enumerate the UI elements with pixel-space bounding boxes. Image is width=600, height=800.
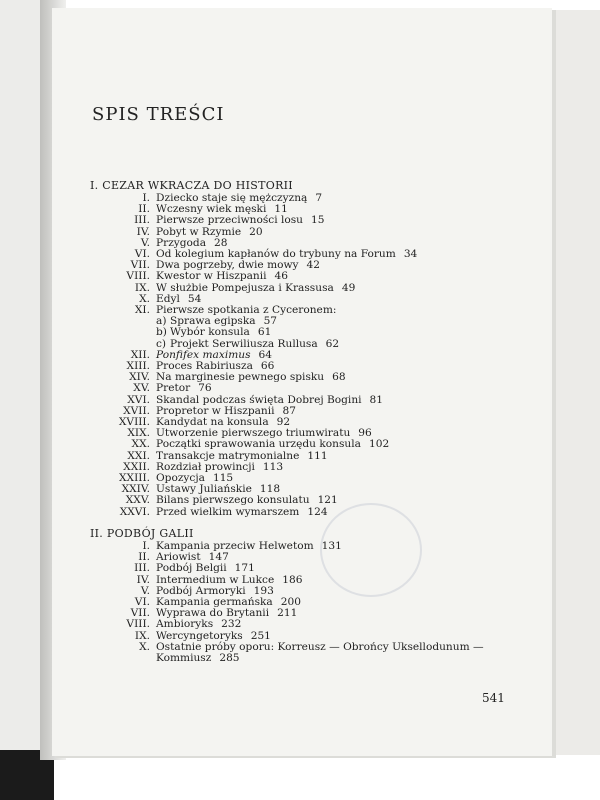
chapter-title: Propretor w Hiszpanii 87 — [156, 404, 297, 417]
toc-entry-continuation: Kommiusz 285 — [156, 651, 240, 664]
chapter-number: V. — [140, 584, 150, 597]
chapter-number: XIX. — [127, 427, 150, 440]
chapter-title: Utworzenie pierwszego triumwiratu 96 — [156, 427, 372, 440]
chapter-page: 49 — [341, 281, 356, 294]
chapter-page: 42 — [306, 259, 321, 272]
chapter-title: Pobyt w Rzymie 20 — [156, 225, 263, 238]
chapter-page: 81 — [369, 393, 384, 406]
chapter-page: 92 — [276, 416, 291, 429]
section-title: II. PODBÓJ GALII — [90, 526, 194, 540]
chapter-number: I. — [142, 539, 150, 552]
chapter-number: XXIV. — [121, 483, 150, 496]
chapter-title: Ustawy Juliańskie 118 — [156, 483, 281, 496]
chapter-page: 147 — [208, 551, 229, 564]
subentry-label: a) — [156, 315, 167, 328]
chapter-page: 118 — [259, 483, 281, 496]
toc-section — [90, 528, 530, 664]
chapter-number: XVIII. — [118, 416, 150, 429]
chapter-number: XI. — [134, 304, 150, 317]
subentry-page: 57 — [263, 315, 278, 328]
page-title: SPIS TREŚCI — [92, 104, 225, 125]
chapter-number: XIV. — [129, 371, 150, 384]
chapter-page: 200 — [280, 595, 301, 608]
chapter-page: 64 — [258, 348, 273, 361]
chapter-page: 15 — [311, 214, 325, 227]
chapter-page: 102 — [368, 438, 390, 451]
chapter-page: 113 — [262, 460, 284, 473]
chapter-number: VIII. — [126, 270, 150, 283]
chapter-number: II. — [138, 203, 150, 216]
chapter-number: VII. — [130, 259, 150, 272]
chapter-page: 68 — [332, 371, 346, 384]
chapter-page: 76 — [198, 382, 212, 395]
chapter-title: Pierwsze przeciwności losu 15 — [156, 214, 325, 227]
subentry-label: b) — [156, 326, 167, 339]
chapter-title: Wczesny wiek męski 11 — [156, 203, 288, 216]
table-of-contents — [90, 180, 530, 664]
chapter-page: 171 — [234, 562, 255, 575]
subentry-title: Sprawa egipska — [170, 315, 256, 328]
chapter-title: Dziecko staje się mężczyzną 7 — [156, 192, 323, 204]
chapter-title: Przed wielkim wymarszem 124 — [156, 505, 328, 518]
chapter-number: XXIII. — [118, 472, 150, 485]
chapter-title: Pretor 76 — [156, 382, 212, 395]
chapter-number: VII. — [130, 607, 150, 620]
chapter-page: 124 — [307, 505, 328, 518]
chapter-number: V. — [140, 236, 150, 249]
chapter-title: Proces Rabiriusza 66 — [156, 360, 275, 373]
chapter-page: 28 — [214, 236, 228, 249]
chapter-number: VI. — [134, 595, 150, 608]
toc-entry — [90, 507, 530, 518]
toc-subentry — [90, 327, 530, 338]
chapter-title: Wercyngetoryks 251 — [156, 629, 271, 642]
chapter-title: Skandal podczas święta Dobrej Bogini 81 — [156, 393, 384, 406]
chapter-number: IV. — [136, 573, 150, 586]
subentry-title: Projekt Serwiliusza Rullusa — [170, 337, 318, 350]
chapter-title: Opozycja 115 — [156, 472, 234, 485]
chapter-page: 20 — [249, 225, 263, 238]
chapter-title: Rozdział prowincji 113 — [156, 460, 284, 473]
chapter-number: XXII. — [123, 460, 150, 473]
chapter-number: XIII. — [126, 360, 150, 373]
chapter-title: Podbój Armoryki 193 — [156, 584, 274, 597]
chapter-page: 115 — [212, 472, 234, 485]
chapter-number: III. — [134, 562, 150, 575]
chapter-title: Przygoda 28 — [156, 236, 228, 249]
chapter-number: XVI. — [127, 393, 150, 406]
chapter-page: 232 — [221, 618, 242, 631]
chapter-number: IX. — [134, 629, 150, 642]
chapter-title: Pierwsze spotkania z Cyceronem: — [156, 304, 337, 317]
chapter-title: Kampania przeciw Helwetom 131 — [156, 539, 342, 552]
chapter-number: IV. — [136, 225, 150, 238]
chapter-page: 66 — [260, 360, 275, 373]
chapter-number: XXI. — [127, 449, 150, 462]
chapter-page: 193 — [253, 584, 274, 597]
chapter-number: VIII. — [126, 618, 150, 631]
chapter-title: W służbie Pompejusza i Krassusa 49 — [156, 281, 356, 294]
chapter-page: 251 — [250, 629, 271, 642]
chapter-title: Ostatnie próby oporu: Korreusz — Obrońcy Uksellodunum — — [156, 640, 484, 653]
chapter-number: XXV. — [125, 494, 150, 507]
chapter-number: XXVI. — [119, 505, 150, 518]
chapter-title: Ariowist 147 — [156, 551, 229, 564]
chapter-page: 34 — [403, 248, 418, 261]
chapter-number: XV. — [133, 382, 150, 395]
chapter-page: 111 — [307, 449, 328, 462]
chapter-number: X. — [139, 292, 150, 305]
chapter-page: 7 — [315, 192, 323, 204]
chapter-title: Na marginesie pewnego spisku 68 — [156, 371, 346, 384]
chapter-title: Wyprawa do Brytanii 211 — [156, 607, 298, 620]
chapter-page: 121 — [317, 494, 338, 507]
page-number: 541 — [482, 691, 505, 705]
chapter-page: 186 — [282, 573, 303, 586]
chapter-title: Edyl 54 — [156, 292, 202, 305]
chapter-title: Kampania germańska 200 — [156, 595, 301, 608]
chapter-page: 46 — [274, 270, 289, 283]
chapter-title: Podbój Belgii 171 — [156, 562, 255, 575]
section-title: I. CEZAR WKRACZA DO HISTORII — [90, 179, 293, 192]
chapter-number: III. — [134, 214, 150, 227]
chapter-title: Transakcje matrymonialne 111 — [156, 449, 328, 462]
subentry-label: c) — [156, 337, 167, 350]
chapter-title: Dwa pogrzeby, dwie mowy 42 — [156, 259, 321, 272]
chapter-page: 54 — [187, 292, 202, 305]
chapter-title: Kwestor w Hiszpanii 46 — [156, 270, 289, 283]
chapter-number: I. — [142, 192, 150, 204]
chapter-title: Ponfifex maximus 64 — [156, 348, 273, 361]
chapter-title: Początki sprawowania urzędu konsula 102 — [156, 438, 390, 451]
chapter-number: VI. — [134, 248, 150, 261]
subentry-page: 62 — [325, 337, 340, 350]
chapter-title: Od kolegium kapłanów do trybuny na Forum 34 — [156, 248, 418, 261]
chapter-number: XVII. — [123, 404, 150, 417]
chapter-page: 11 — [274, 203, 288, 216]
chapter-number: II. — [138, 551, 150, 564]
chapter-page: 131 — [321, 539, 342, 552]
chapter-page: 87 — [282, 404, 297, 417]
subentry-page: 61 — [257, 326, 272, 339]
chapter-number: X. — [139, 640, 150, 653]
chapter-title: Bilans pierwszego konsulatu 121 — [156, 494, 338, 507]
chapter-title: Intermedium w Lukce 186 — [156, 573, 303, 586]
chapter-number: XII. — [130, 348, 150, 361]
chapter-title: Kandydat na konsula 92 — [156, 416, 291, 429]
toc-section — [90, 180, 530, 518]
chapter-page: 96 — [358, 427, 372, 440]
chapter-title: Ambioryks 232 — [156, 618, 242, 631]
chapter-number: XX. — [131, 438, 150, 451]
chapter-number: IX. — [134, 281, 150, 294]
subentry-title: Wybór konsula — [170, 326, 250, 339]
chapter-page: 211 — [277, 607, 298, 620]
toc-page — [52, 8, 552, 756]
